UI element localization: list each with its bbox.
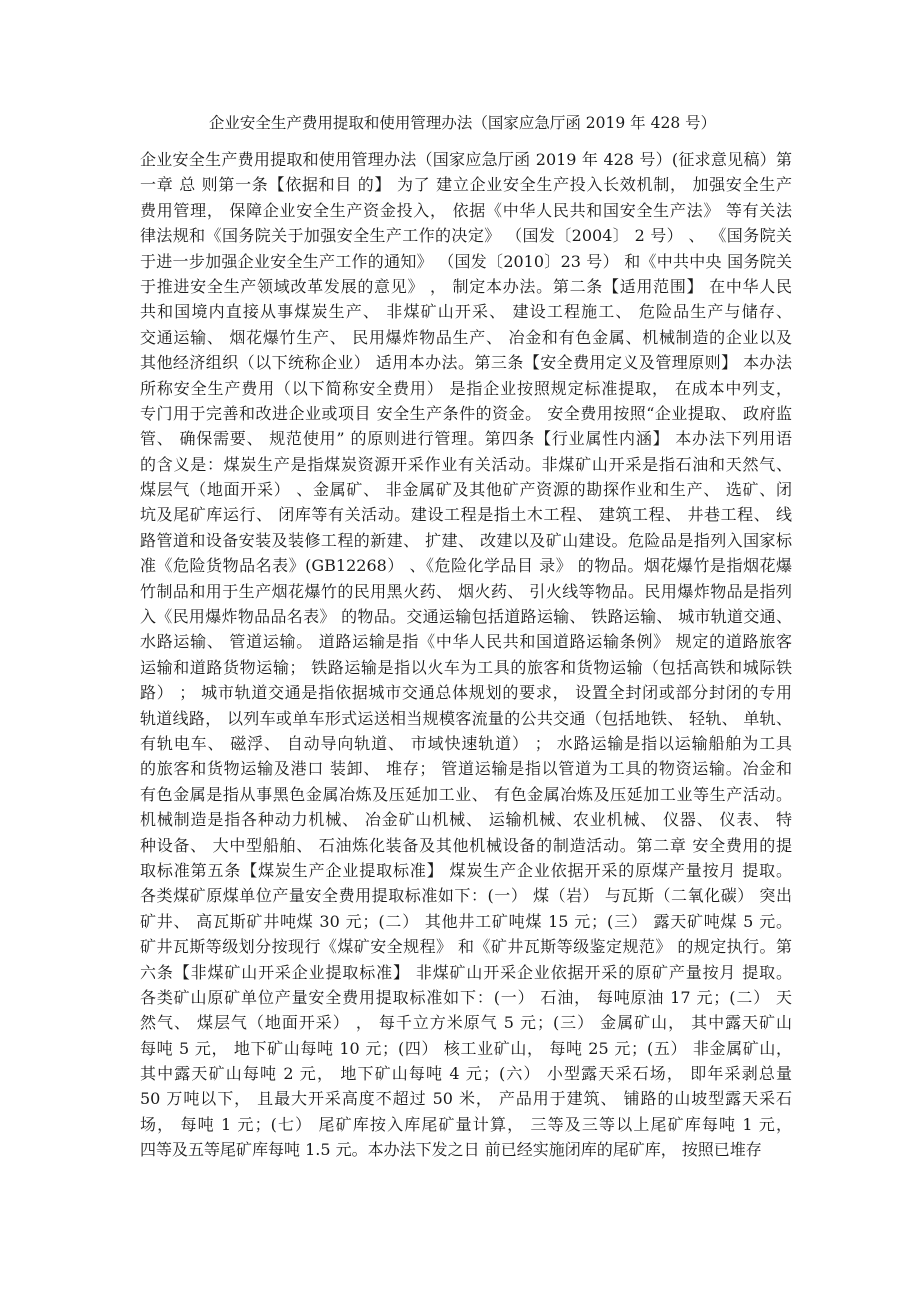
body-text-line: 机械制造是指各种动力机械、 冶金矿山机械、 运输机械、农业机械、 仪器、 仪表、 特 (140, 810, 792, 830)
body-text-line: 律法规和《国务院关于加强安全生产工作的决定》 （国发〔2004〕 2 号） 、 《国务院关 (140, 226, 792, 246)
document-body (140, 147, 792, 1163)
body-text-line: 有色金属是指从事黑色金属冶炼及压延加工业、 有色金属冶炼及压延加工业等生产活动。 (140, 784, 792, 804)
body-text-line: 路管道和设备安装及装修工程的新建、 扩建、 改建以及矿山建设。危险品是指列入国家标 (140, 530, 792, 550)
document-title: 企业安全生产费用提取和使用管理办法（国家应急厅函 2019 年 428 号） (208, 114, 717, 132)
body-text-line: 专门用于完善和改进企业或项目 安全生产条件的资金。 安全费用按照“企业提取、 政府监 (140, 403, 792, 423)
body-text-line: 轨道线路， 以列车或单车形式运送相当规模客流量的公共交通（包括地铁、 轻轨、 单轨、 (140, 708, 792, 728)
body-text-line: 交通运输、 烟花爆竹生产、 民用爆炸物品生产、 冶金和有色金属、机械制造的企业以及 (140, 327, 792, 347)
body-text-line: 所称安全生产费用（以下简称安全费用） 是指企业按照规定标准提取， 在成本中列支， (140, 378, 792, 398)
body-text-line: 坑及尾矿库运行、 闭库等有关活动。建设工程是指土木工程、 建筑工程、 井巷工程、 线 (140, 505, 792, 525)
body-text-line: 四等及五等尾矿库每吨 1.5 元。本办法下发之日 前已经实施闭库的尾矿库， 按照已堆存 (140, 1140, 762, 1160)
body-text-line: 50 万吨以下， 且最大开采高度不超过 50 米， 产品用于建筑、 铺路的山坡型露天采石 (140, 1089, 792, 1109)
body-text-line: 其中露天矿山每吨 2 元， 地下矿山每吨 4 元；(六） 小型露天采石场， 即年采剥总量 (140, 1064, 792, 1084)
body-text-line: 各类煤矿原煤单位产量安全费用提取标准如下：(一） 煤（岩） 与瓦斯（二氧化碳） 突出 (140, 886, 792, 906)
body-text-line: 其他经济组织（以下统称企业） 适用本办法。第三条【安全费用定义及管理原则】 本办法 (140, 353, 792, 373)
body-text-line: 各类矿山原矿单位产量安全费用提取标准如下：(一） 石油， 每吨原油 17 元；(二） 天 (140, 987, 792, 1007)
body-text-line: 每吨 5 元， 地下矿山每吨 10 元；(四） 核工业矿山， 每吨 25 元；(五） 非金属矿山， (140, 1038, 792, 1058)
body-text-line: 企业安全生产费用提取和使用管理办法（国家应急厅函 2019 年 428 号）(征求意见稿）第 (140, 150, 792, 169)
body-text-line: 共和国境内直接从事煤炭生产、 非煤矿山开采、 建设工程施工、 危险品生产与储存、 (140, 302, 792, 322)
body-text-line: 然气、 煤层气（地面开采） ， 每千立方米原气 5 元；(三） 金属矿山， 其中露天矿山 (140, 1013, 792, 1033)
body-text-line: 运输和道路货物运输； 铁路运输是指以火车为工具的旅客和货物运输（包括高铁和城际铁 (140, 657, 792, 677)
body-text-line: 取标准第五条【煤炭生产企业提取标准】 煤炭生产企业依据开采的原煤产量按月 提取。 (140, 860, 792, 880)
body-text-line: 有轨电车、 磁浮、 自动导向轨道、 市域快速轨道） ； 水路运输是指以运输船舶为工具 (140, 733, 792, 753)
body-text-line: 竹制品和用于生产烟花爆竹的民用黑火药、 烟火药、 引火线等物品。民用爆炸物品是指列 (140, 581, 792, 601)
body-text-line: 管、 确保需要、 规范使用” 的原则进行管理。第四条【行业属性内涵】 本办法下列用语 (140, 429, 792, 449)
body-text-line: 入《民用爆炸物品品名表》 的物品。交通运输包括道路运输、 铁路运输、 城市轨道交通、 (140, 607, 792, 627)
body-text-line: 场， 每吨 1 元；(七） 尾矿库按入库尾矿量计算， 三等及三等以上尾矿库每吨 1 元， (140, 1114, 792, 1134)
body-text-line: 种设备、 大中型船舶、 石油炼化装备及其他机械设备的制造活动。第二章 安全费用的提 (140, 835, 792, 855)
body-text-line: 矿井瓦斯等级划分按现行《煤矿安全规程》 和《矿井瓦斯等级鉴定规范》 的规定执行。第 (140, 937, 792, 957)
body-text-line: 费用管理， 保障企业安全生产资金投入， 依据《中华人民共和国安全生产法》 等有关法 (140, 200, 792, 220)
body-text-line: 的旅客和货物运输及港口 装卸、 堆存； 管道运输是指以管道为工具的物资运输。冶金和 (140, 759, 792, 779)
body-text-line: 水路运输、 管道运输。 道路运输是指《中华人民共和国道路运输条例》 规定的道路旅客 (140, 632, 792, 652)
body-text-line: 准《危险货物品名表》(GB12268） 、《危险化学品目 录》 的物品。烟花爆竹是指烟花爆 (140, 556, 792, 576)
body-text-line: 一章 总 则第一条【依据和目 的】 为了 建立企业安全生产投入长效机制， 加强安全生产 (140, 175, 792, 195)
body-text-line: 于推进安全生产领域改革发展的意见》 ， 制定本办法。第二条【适用范围】 在中华人民 (140, 276, 792, 296)
body-text-line: 路） ； 城市轨道交通是指依据城市交通总体规划的要求， 设置全封闭或部分封闭的专用 (140, 683, 792, 703)
body-text-line: 矿井、 高瓦斯矿井吨煤 30 元；(二） 其他井工矿吨煤 15 元；(三） 露天矿吨煤 5 元。 (140, 911, 792, 931)
body-text-line: 煤层气（地面开采） 、金属矿、 非金属矿及其他矿产资源的勘探作业和生产、 选矿、闭 (140, 480, 792, 500)
body-text-line: 六条【非煤矿山开采企业提取标准】 非煤矿山开采企业依据开采的原矿产量按月 提取。 (140, 962, 792, 982)
body-text-line: 的含义是：煤炭生产是指煤炭资源开采作业有关活动。非煤矿山开采是指石油和天然气、 (140, 454, 792, 474)
body-text-line: 于进一步加强企业安全生产工作的通知》 （国发〔2010〕23 号） 和《中共中央 国务院关 (140, 251, 792, 271)
